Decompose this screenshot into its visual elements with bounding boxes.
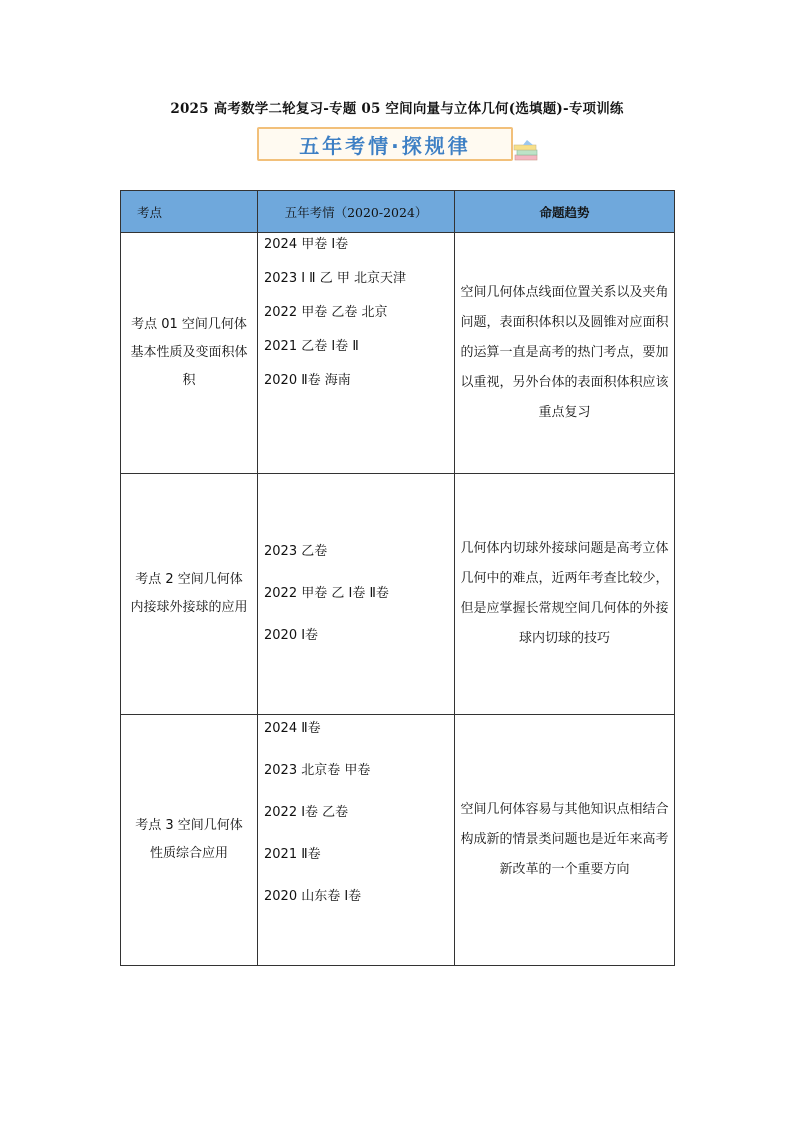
- year-entry: 2022 Ⅰ卷 乙卷: [264, 805, 349, 820]
- header-years: 五年考情（2020-2024）: [258, 191, 455, 233]
- header-trend: 命题趋势: [455, 191, 675, 233]
- year-entry: 2023 乙卷: [264, 544, 328, 559]
- year-entry: 2021 乙卷 Ⅰ卷 Ⅱ: [264, 339, 359, 354]
- document-title: 2025 高考数学二轮复习-专题 05 空间向量与立体几何(选填题)-专项训练: [170, 101, 624, 117]
- point-cell: 考点 01 空间几何体基本性质及变面积体积: [121, 233, 258, 474]
- section-banner: [257, 127, 513, 161]
- point-cell: 考点 3 空间几何体性质综合应用: [121, 715, 258, 966]
- table-header-row: [121, 191, 675, 233]
- trend-cell: 几何体内切球外接球问题是高考立体几何中的难点，近两年考查比较少，但是应掌握长常规空间几何体的外接球内切球的技巧: [455, 474, 675, 715]
- year-entry: 2024 甲卷 Ⅰ卷: [264, 237, 349, 252]
- year-entry: 2022 甲卷 乙卷 北京: [264, 305, 388, 320]
- books-icon: [513, 139, 541, 165]
- trend-cell: 空间几何体点线面位置关系以及夹角问题，表面积体积以及圆锥对应面积的运算一直是高考的热门考点，要加以重视，另外台体的表面积体积应该重点复习: [455, 233, 675, 474]
- year-entry: 2021 Ⅱ卷: [264, 847, 321, 862]
- trend-cell: 空间几何体容易与其他知识点相结合构成新的情景类问题也是近年来高考新改革的一个重要方向: [455, 715, 675, 966]
- year-entry: 2023 北京卷 甲卷: [264, 763, 371, 778]
- exam-analysis-table: [120, 190, 675, 966]
- header-point: 考点: [121, 191, 258, 233]
- year-entry: 2020 山东卷 Ⅰ卷: [264, 889, 362, 904]
- year-entry: 2020 Ⅱ卷 海南: [264, 373, 351, 388]
- years-cell: [258, 715, 455, 966]
- point-cell: 考点 2 空间几何体内接球外接球的应用: [121, 474, 258, 715]
- years-cell: [258, 233, 455, 474]
- banner-text: 五年考情·探规律: [299, 133, 471, 158]
- year-entry: 2023 Ⅰ Ⅱ 乙 甲 北京天津: [264, 271, 406, 286]
- year-entry: 2022 甲卷 乙 Ⅰ卷 Ⅱ卷: [264, 586, 389, 601]
- table-row: [121, 715, 675, 966]
- year-entry: 2024 Ⅱ卷: [264, 721, 321, 736]
- table-row: [121, 233, 675, 474]
- years-cell: [258, 474, 455, 715]
- year-entry: 2020 Ⅰ卷: [264, 628, 319, 643]
- table-row: [121, 474, 675, 715]
